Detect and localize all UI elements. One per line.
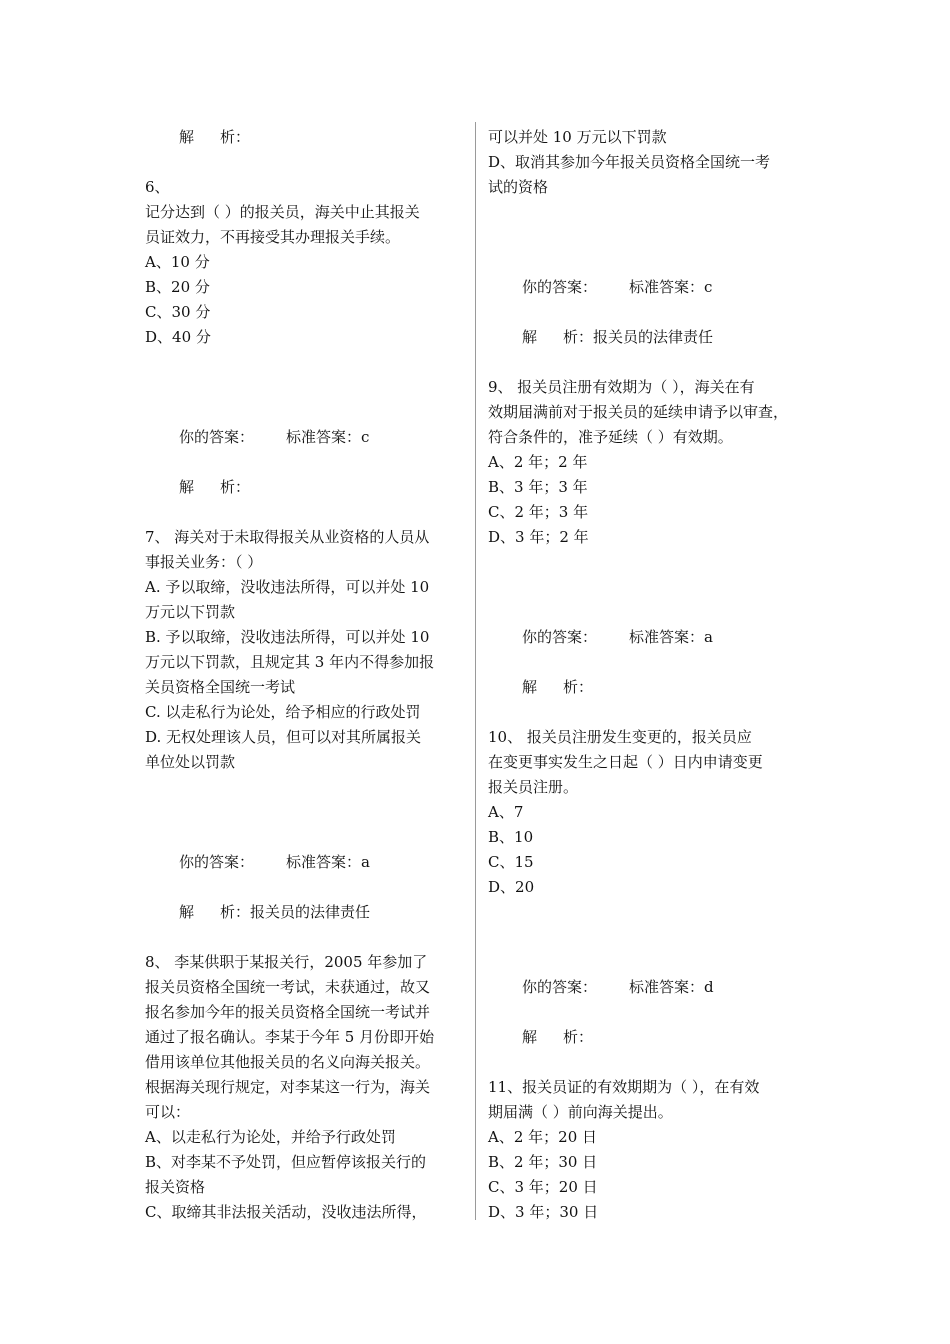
question-6 — [145, 175, 467, 350]
question-stem: 员证效力，不再接受其办理报关手续。 — [145, 228, 401, 246]
option: 可以并处 10 万元以下罚款 — [488, 128, 667, 146]
question-stem: 通过了报名确认。李某于今年 5 月份即开始 — [145, 1028, 435, 1046]
right-column — [488, 125, 818, 1225]
analysis-row: 解 析： — [179, 128, 251, 146]
question-stem: 9、 报关员注册有效期为（ ），海关在有 — [488, 378, 755, 396]
question-stem: 借用该单位其他报关员的名义向海关报关。 — [145, 1053, 431, 1071]
option: B、3 年；3 年 — [488, 478, 588, 496]
question-stem: 期届满（ ）前向海关提出。 — [488, 1103, 673, 1121]
analysis-row: 解 析： — [179, 478, 251, 496]
option: A. 予以取缔，没收违法所得，可以并处 10 — [145, 578, 430, 596]
standard-answer: d — [704, 978, 714, 996]
option: D、40 分 — [145, 328, 211, 346]
option: D. 无权处理该人员，但可以对其所属报关 — [145, 728, 422, 746]
question-stem: 7、 海关对于未取得报关从业资格的人员从 — [145, 528, 430, 546]
option: D、取消其参加今年报关员资格全国统一考 — [488, 153, 771, 171]
option: C. 以走私行为论处，给予相应的行政处罚 — [145, 703, 421, 721]
option: 万元以下罚款，且规定其 3 年内不得参加报 — [145, 653, 435, 671]
question-9 — [488, 375, 818, 550]
standard-answer: c — [361, 428, 370, 446]
analysis-row: 解 析：报关员的法律责任 — [179, 903, 371, 921]
option: B. 予以取缔，没收违法所得，可以并处 10 — [145, 628, 430, 646]
question-stem: 11、报关员证的有效期期为（ ），在有效 — [488, 1078, 760, 1096]
question-stem: 效期届满前对于报关员的延续申请予以审查， — [488, 403, 789, 421]
standard-answer: a — [361, 853, 370, 871]
option: D、20 — [488, 878, 535, 896]
answer-row: 你的答案： 标准答案：d — [522, 978, 714, 996]
option: 万元以下罚款 — [145, 603, 236, 621]
question-stem: 报名参加今年的报关员资格全国统一考试并 — [145, 1003, 431, 1021]
answer-row: 你的答案： 标准答案：c — [179, 428, 370, 446]
option: B、对李某不予处罚，但应暂停该报关行的 — [145, 1153, 427, 1171]
question-11 — [488, 1075, 818, 1225]
question-10 — [488, 725, 818, 900]
option: 关员资格全国统一考试 — [145, 678, 296, 696]
question-stem: 符合条件的，准予延续（ ）有效期。 — [488, 428, 733, 446]
option: A、7 — [488, 803, 524, 821]
question-stem: 事报关业务：（ ） — [145, 553, 263, 571]
option: D、3 年；30 日 — [488, 1203, 599, 1221]
option: C、2 年；3 年 — [488, 503, 589, 521]
question-stem: 报关员资格全国统一考试，未获通过，故又 — [145, 978, 431, 996]
question-stem: 根据海关现行规定，对李某这一行为，海关 — [145, 1078, 431, 1096]
answer-row: 你的答案： 标准答案：c — [522, 278, 713, 296]
standard-answer: a — [704, 628, 713, 646]
analysis-row: 解 析： — [522, 1028, 594, 1046]
answer-row: 你的答案： 标准答案：a — [179, 853, 370, 871]
option: A、以走私行为论处，并给予行政处罚 — [145, 1128, 396, 1146]
option: B、10 — [488, 828, 534, 846]
analysis-row: 解 析：报关员的法律责任 — [522, 328, 714, 346]
left-column — [145, 125, 467, 1225]
option: C、3 年；20 日 — [488, 1178, 598, 1196]
question-7 — [145, 525, 467, 775]
question-stem: 可以： — [145, 1103, 191, 1121]
option: 单位处以罚款 — [145, 753, 236, 771]
option: 报关资格 — [145, 1178, 206, 1196]
option: C、30 分 — [145, 303, 211, 321]
answer-row: 你的答案： 标准答案：a — [522, 628, 713, 646]
standard-answer: c — [704, 278, 713, 296]
analysis-row: 解 析： — [522, 678, 594, 696]
column-divider — [475, 122, 476, 1220]
question-stem: 10、 报关员注册发生变更的，报关员应 — [488, 728, 752, 746]
question-stem: 记分达到（ ）的报关员，海关中止其报关 — [145, 203, 420, 221]
option: A、2 年；2 年 — [488, 453, 588, 471]
option: B、20 分 — [145, 278, 210, 296]
option: B、2 年；30 日 — [488, 1153, 598, 1171]
option: C、取缔其非法报关活动，没收违法所得， — [145, 1203, 427, 1221]
option: C、15 — [488, 853, 534, 871]
question-8-continued — [488, 125, 818, 200]
option: D、3 年；2 年 — [488, 528, 589, 546]
option: 试的资格 — [488, 178, 549, 196]
option: A、2 年；20 日 — [488, 1128, 597, 1146]
question-stem: 报关员注册。 — [488, 778, 579, 796]
option: A、10 分 — [145, 253, 210, 271]
question-stem: 8、 李某供职于某报关行，2005 年参加了 — [145, 953, 428, 971]
question-8 — [145, 950, 467, 1225]
question-number: 6、 — [145, 178, 170, 196]
question-stem: 在变更事实发生之日起（ ）日内申请变更 — [488, 753, 763, 771]
